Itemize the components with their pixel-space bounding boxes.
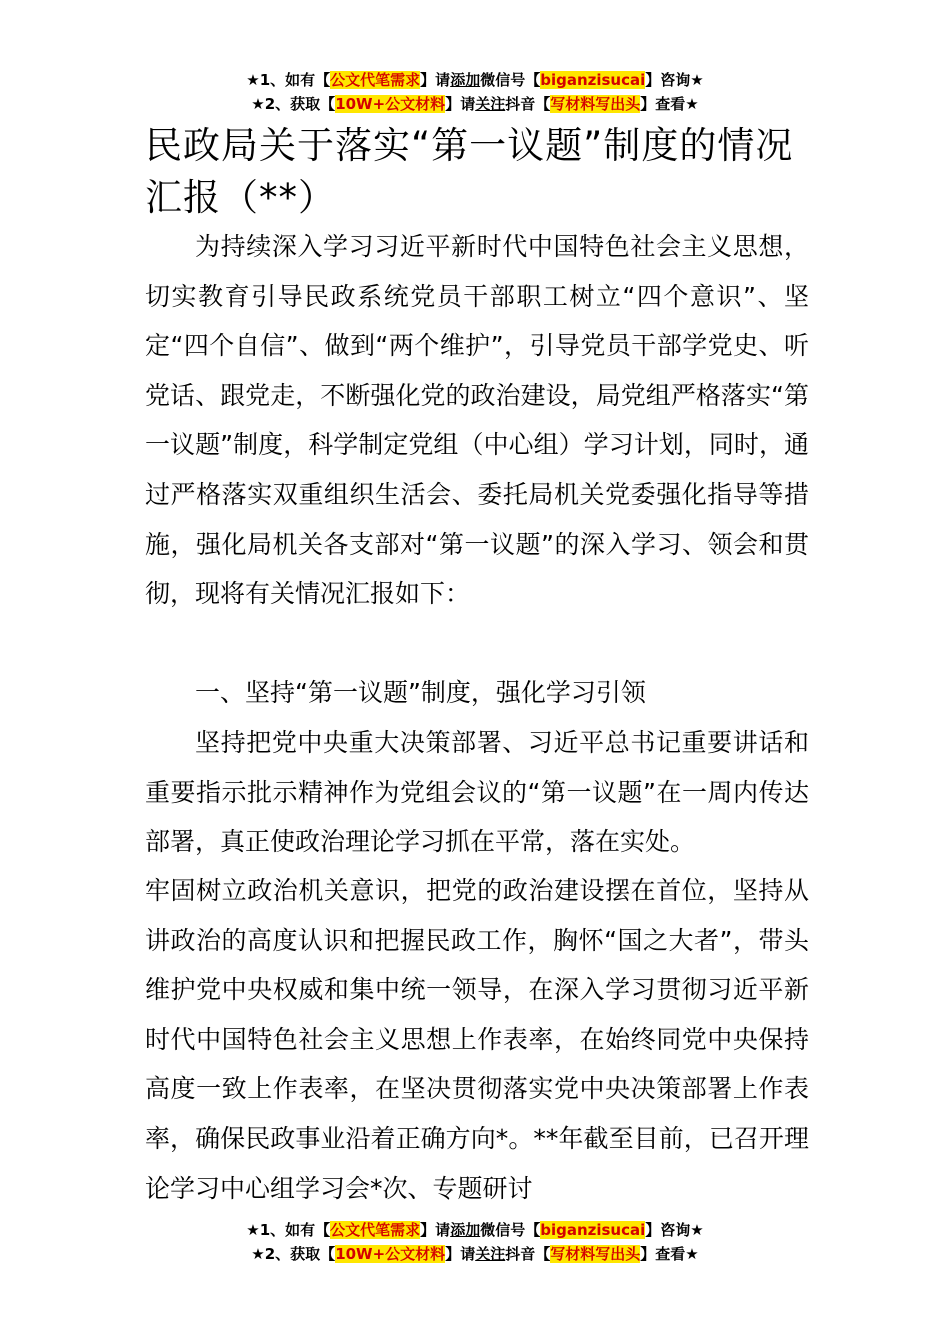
promo-text: 】请 <box>445 1245 476 1263</box>
promo-text: 】查看★ <box>640 1245 699 1263</box>
promo-text: ★1、如有【 <box>246 71 331 89</box>
promo-wechat-id: biganzisucai <box>540 1221 646 1239</box>
section-paragraph: 牢固树立政治机关意识，把党的政治建设摆在首位，坚持从讲政治的高度认识和把握民政工作，胸怀“国之大者”，带头维护党中央权威和集中统一领导，在深入学习贯彻习近平新时代中国特色社会主义思想上作表率，在始终同党中央保持高度一致上作表率，在坚决贯彻落实党中央决策部署上作表率，确保民政事业沿着正确方向*。**年截至目前，已召开理论学习中心组学习会*次、专题研讨 <box>145 876 809 1203</box>
promo-text: 】查看★ <box>640 95 699 113</box>
document-title: 民政局关于落实“第一议题”制度的情况汇报（**） <box>145 124 794 219</box>
promo-text: 】请 <box>420 71 451 89</box>
promo-text: 】咨询★ <box>645 71 704 89</box>
promo-underlined-text: 添加 <box>450 71 481 89</box>
promo-text: 抖音【 <box>505 1245 551 1263</box>
footer-promo-line-1 <box>0 1220 950 1241</box>
promo-douyin-id: 写材料写出头 <box>550 95 641 113</box>
footer-promo-line-2 <box>0 1244 950 1265</box>
promo-text: 】请 <box>420 1221 451 1239</box>
promo-text: 抖音【 <box>505 95 551 113</box>
promo-highlight: 10W+公文材料 <box>335 1245 446 1263</box>
intro-paragraph: 为持续深入学习习近平新时代中国特色社会主义思想，切实教育引导民政系统党员干部职工树立“四个意识”、坚定“四个自信”、做到“两个维护”，引导党员干部学党史、听党话、跟党走，不断强化党的政治建设，局党组严格落实“第一议题”制度，科学制定党组（中心组）学习计划，同时，通过严格落实双重组织生活会、委托局机关党委强化指导等措施，强化局机关各支部对“第一议题”的深入学习、领会和贯彻，现将有关情况汇报如下： <box>145 232 809 609</box>
header-promo-line-2 <box>0 94 950 115</box>
promo-text: ★2、获取【 <box>251 95 336 113</box>
section-heading: 一、坚持“第一议题”制度，强化学习引领 <box>195 678 646 707</box>
promo-underlined-text: 关注 <box>475 95 506 113</box>
promo-highlight: 公文代笔需求 <box>330 1221 421 1239</box>
section-paragraph: 坚持把党中央重大决策部署、习近平总书记重要讲话和重要指示批示精神作为党组会议的“第一议题”在一周内传达部署，真正使政治理论学习抓在平常，落在实处。 <box>145 728 809 857</box>
promo-douyin-id: 写材料写出头 <box>550 1245 641 1263</box>
promo-underlined-text: 关注 <box>475 1245 506 1263</box>
promo-text: 微信号【 <box>480 71 541 89</box>
promo-text: ★1、如有【 <box>246 1221 331 1239</box>
promo-text: 】请 <box>445 95 476 113</box>
promo-text: 】咨询★ <box>645 1221 704 1239</box>
promo-highlight: 10W+公文材料 <box>335 95 446 113</box>
promo-text: ★2、获取【 <box>251 1245 336 1263</box>
promo-underlined-text: 添加 <box>450 1221 481 1239</box>
promo-highlight: 公文代笔需求 <box>330 71 421 89</box>
header-promo-line-1 <box>0 70 950 91</box>
promo-wechat-id: biganzisucai <box>540 71 646 89</box>
promo-text: 微信号【 <box>480 1221 541 1239</box>
